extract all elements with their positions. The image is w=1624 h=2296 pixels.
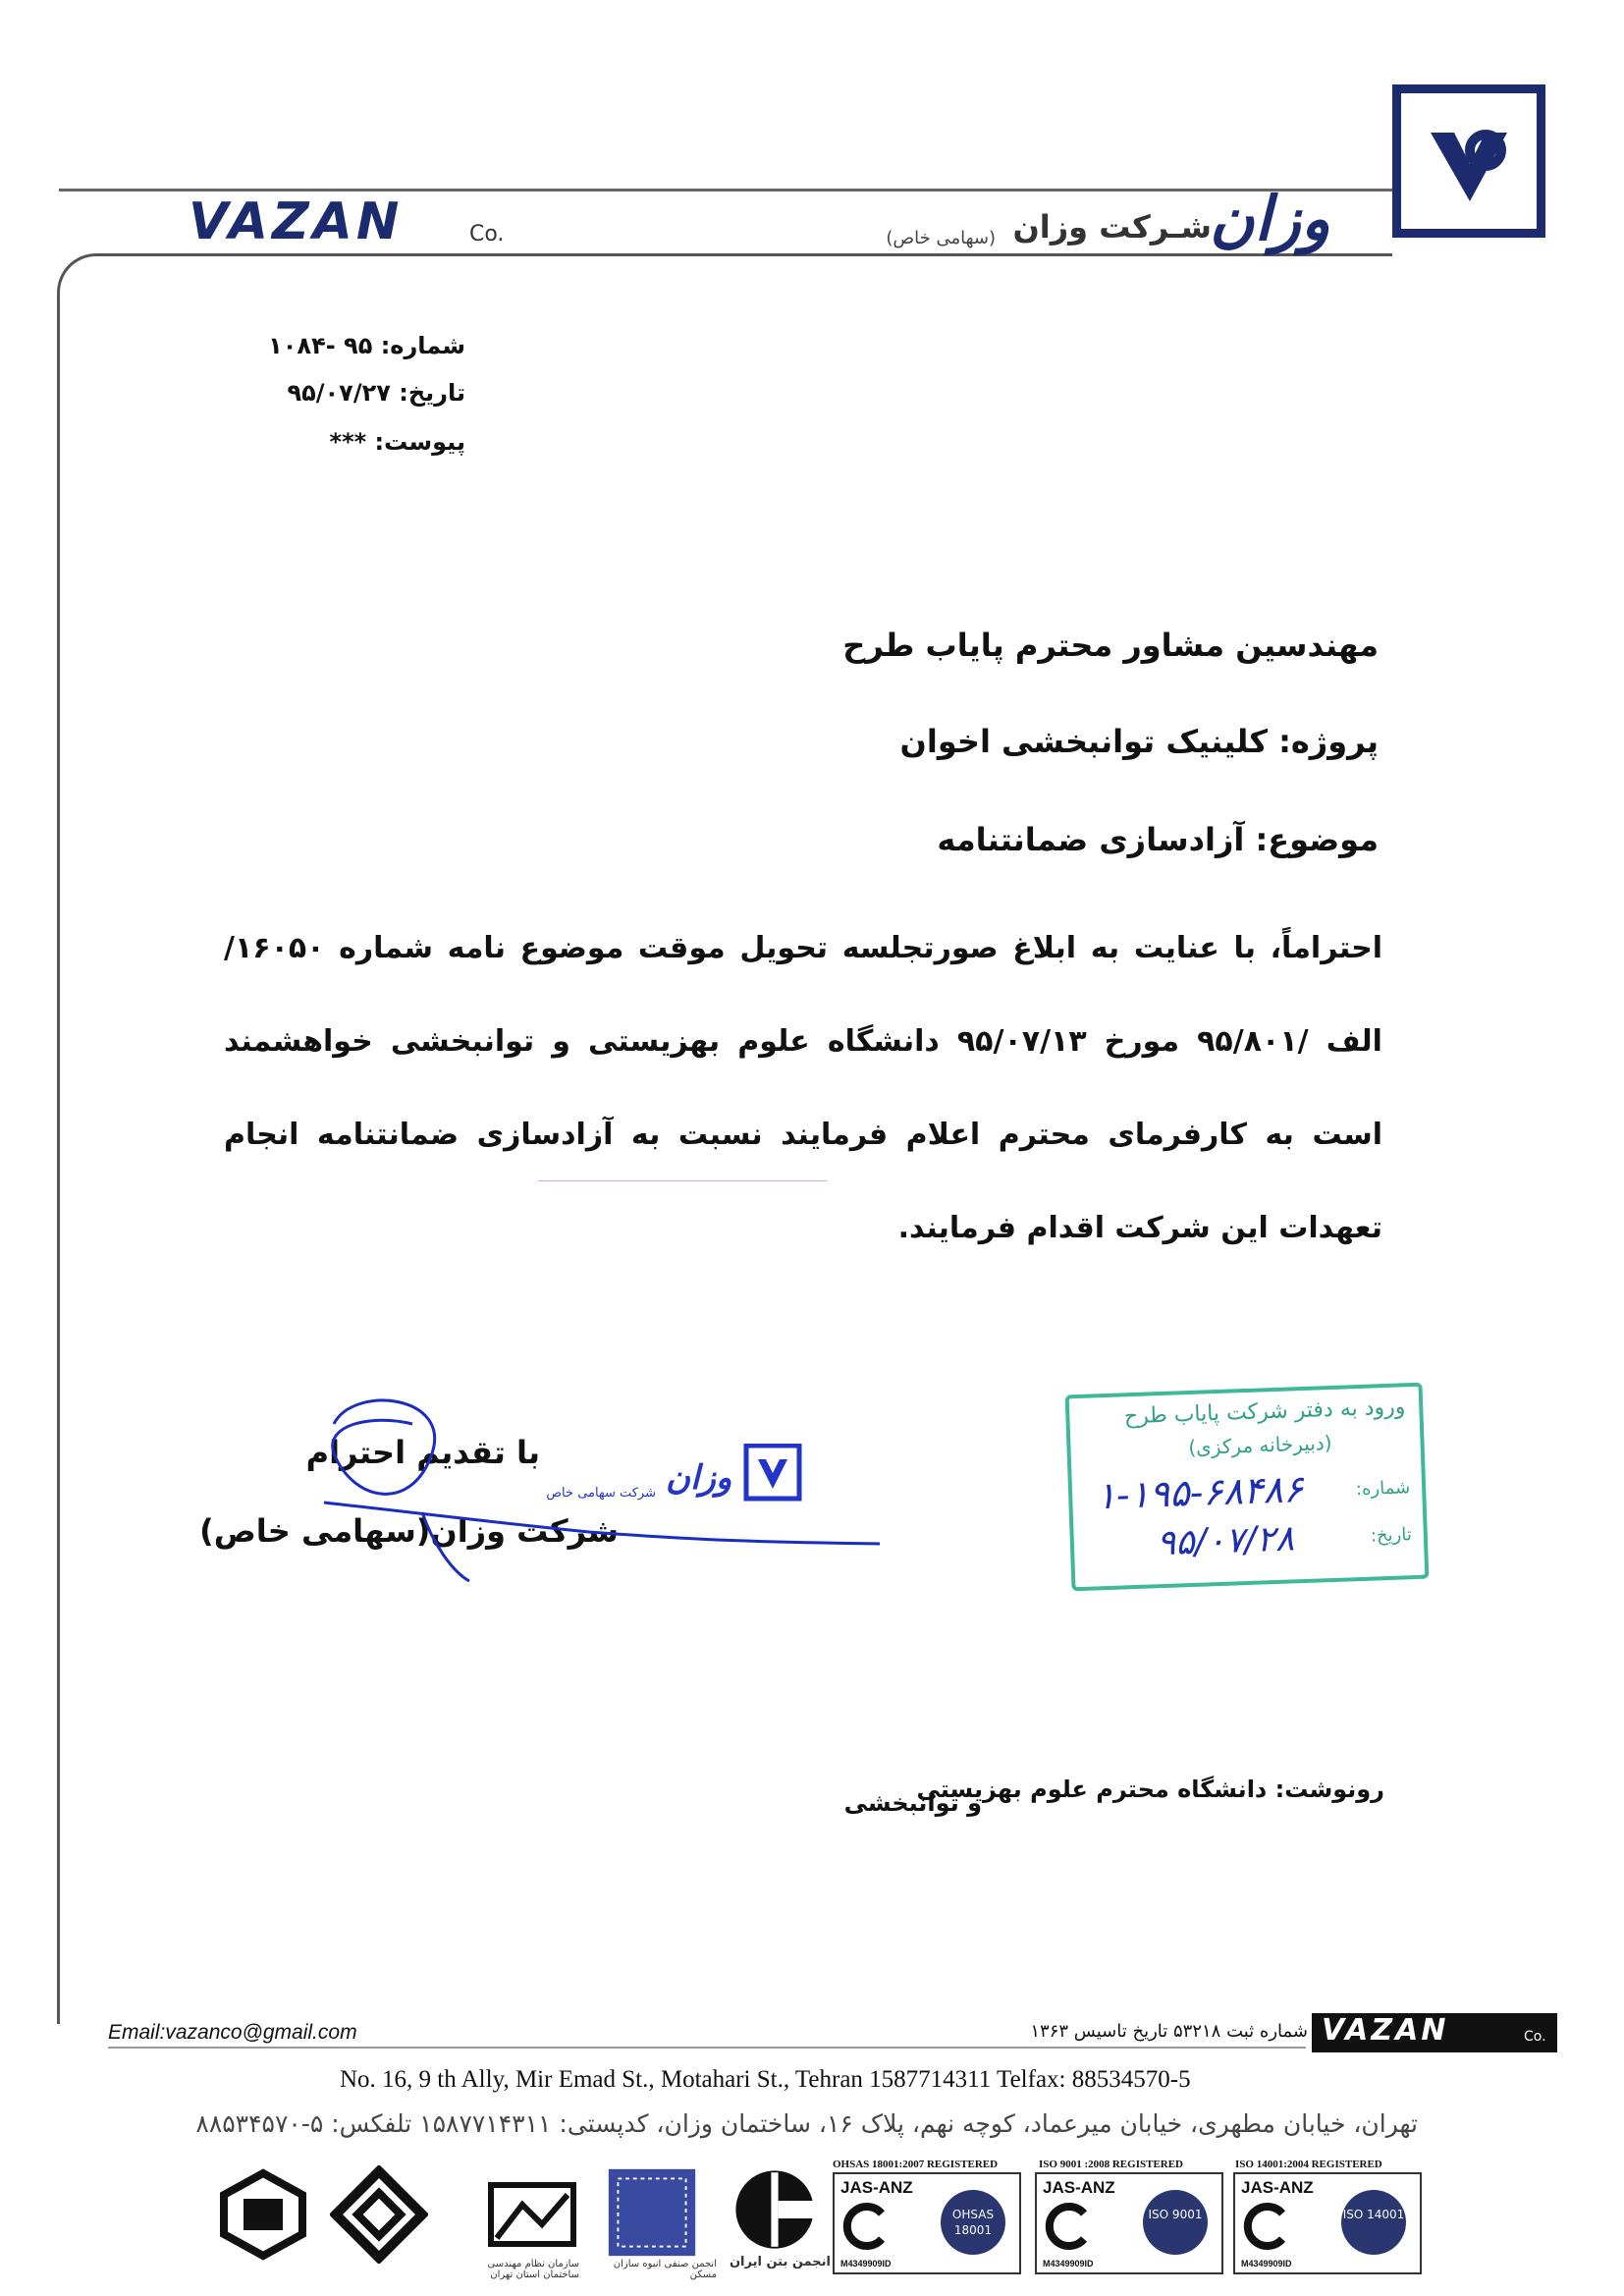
engineering-org-icon [330, 2165, 428, 2264]
brand-fa-logo-text: وزان [1210, 183, 1330, 254]
cert-1-label: OHSAS 18001 [941, 2190, 1005, 2255]
cert-2-header: ISO 9001 :2008 REGISTERED [1039, 2159, 1184, 2170]
cert-1-badge [833, 2172, 1021, 2274]
cert-2-jas: JAS-ANZ [1043, 2178, 1115, 2197]
cert-2-code: M4349909ID [1043, 2259, 1094, 2269]
project-line [900, 723, 1379, 760]
entry-stamp [1065, 1383, 1430, 1592]
stamp-date-label: تاریخ: [1370, 1524, 1413, 1547]
stamp-subtitle: (دبیرخانه مرکزی) [1187, 1430, 1332, 1460]
org-logo-icon [214, 2165, 312, 2264]
letter-date-label: تاریخ: [399, 379, 465, 407]
page-frame-left [57, 253, 119, 2024]
cert-3-badge [1233, 2172, 1422, 2274]
subject-label: موضوع: [1255, 821, 1379, 858]
handwritten-signature-icon [295, 1394, 884, 1591]
closing-phrase: با تقدیم احترام [305, 1434, 540, 1471]
housing-assoc-icon [605, 2165, 699, 2260]
subject-line [937, 821, 1379, 858]
stamp-number-value: ۱-۱۹۵-۶۸۴۸۶ [1095, 1467, 1304, 1518]
concrete-assoc-caption: انجمن بتن ایران [729, 2255, 831, 2269]
jas-anz-c-icon [1243, 2202, 1292, 2251]
cert-1-jas: JAS-ANZ [840, 2178, 913, 2197]
letter-number-label: شماره: [380, 332, 465, 359]
letter-attachment-value: *** [329, 428, 367, 456]
stamp-title: ورود به دفتر شرکت پایاب طرح [1123, 1394, 1406, 1430]
cert-3-header: ISO 14001:2004 REGISTERED [1235, 2159, 1382, 2170]
cc-line [916, 1776, 1384, 1803]
addressee: مهندسین مشاور محترم پایاب طرح [842, 627, 1379, 664]
footer-address-fa: تهران، خیابان مطهری، خیابان میرعماد، کوچه نهم، پلاک ۱۶، ساختمان وزان، کدپستی: ۱۵۸۷۷۱۴۳۱۱ تلفکس: ۵-۸۸۵۳۴۵۷۰ [195, 2109, 1418, 2138]
letter-attachment [330, 428, 465, 456]
seal-text: شرکت سهامی خاص [546, 1486, 656, 1501]
cc-label: رونوشت: [1274, 1776, 1384, 1803]
cc-recipient-cont: و توانبخشی [843, 1789, 982, 1817]
letter-attachment-label: پیوست: [374, 428, 465, 456]
jas-anz-c-icon [842, 2202, 892, 2251]
letter-date [287, 379, 465, 407]
brand-latin-wordmark: VAZAN [189, 192, 404, 251]
cc-recipient: دانشگاه محترم علوم بهزیستی [916, 1776, 1268, 1803]
company-logo-icon [1392, 84, 1545, 238]
letter-number [268, 332, 465, 359]
svg-text:وزان: وزان [666, 1458, 732, 1498]
company-name-fa: شـرکت وزان [1012, 208, 1212, 246]
cert-2-label: ISO 9001 [1143, 2190, 1208, 2255]
subject-value: آزادسازی ضمانتنامه [937, 821, 1245, 858]
footer-registration: شماره ثبت ۵۳۲۱۸ تاریخ تاسیس ۱۳۶۳ [1030, 2021, 1308, 2042]
brand-latin-suffix: Co. [469, 222, 505, 246]
page-frame-top [116, 253, 1392, 256]
letter-body: احتراماً، با عنایت به ابلاغ صورتجلسه تحویل موقت موضوع نامه شماره ۱۶۰۵۰/الف /۹۵/۸۰۱ مورخ ۹۵/۰۷/۱۳ دانشگاه علوم بهزیستی و توانبخشی خواهشمند است به کارفرمای محترم اعلام فرمایند نسبت به آزادسازی ضمانتنامه انجام تعهدات این شرکت اقدام فرمایند. [224, 931, 1382, 1245]
signatory: شرکت وزان(سهامی خاص) [199, 1512, 619, 1550]
project-value: کلینیک توانبخشی اخوان [899, 723, 1268, 760]
jas-anz-c-icon [1045, 2202, 1094, 2251]
company-type-fa: (سهامی خاص) [886, 228, 996, 248]
housing-assoc-caption: انجمن صنفی انبوه سازان مسکن [613, 2259, 717, 2280]
stamp-number-label: شماره: [1355, 1477, 1411, 1501]
footer-brand: VAZAN [1322, 2013, 1449, 2048]
footer-address-en: No. 16, 9 th Ally, Mir Emad St., Motahari St., Tehran 1587714311 Telfax: 88534570-5 [340, 2066, 1191, 2093]
letter-date-value: ۹۵/۰۷/۲۷ [287, 379, 391, 407]
cert-3-code: M4349909ID [1241, 2259, 1292, 2269]
decorative-line [538, 1180, 827, 1181]
building-org-icon [483, 2165, 581, 2264]
footer-email: Email:vazanco@gmail.com [108, 2021, 357, 2044]
project-label: پروژه: [1278, 723, 1379, 760]
engineering-org-caption: سازمان نظام مهندسی ساختمان استان تهران [487, 2259, 579, 2280]
concrete-assoc-icon [731, 2165, 819, 2254]
footer-brand-suffix: Co. [1524, 2029, 1546, 2045]
cert-2-badge [1035, 2172, 1223, 2274]
letter-number-value: ۹۵ -۱۰۸۴ [268, 332, 373, 359]
stamp-date-value: ۹۵/۰۷/۲۸ [1156, 1518, 1295, 1564]
cert-1-header: OHSAS 18001:2007 REGISTERED [833, 2159, 999, 2170]
cert-3-jas: JAS-ANZ [1241, 2178, 1314, 2197]
footer-divider [108, 2047, 1306, 2049]
cert-1-code: M4349909ID [840, 2259, 892, 2269]
cert-3-label: ISO 14001 [1341, 2190, 1406, 2255]
